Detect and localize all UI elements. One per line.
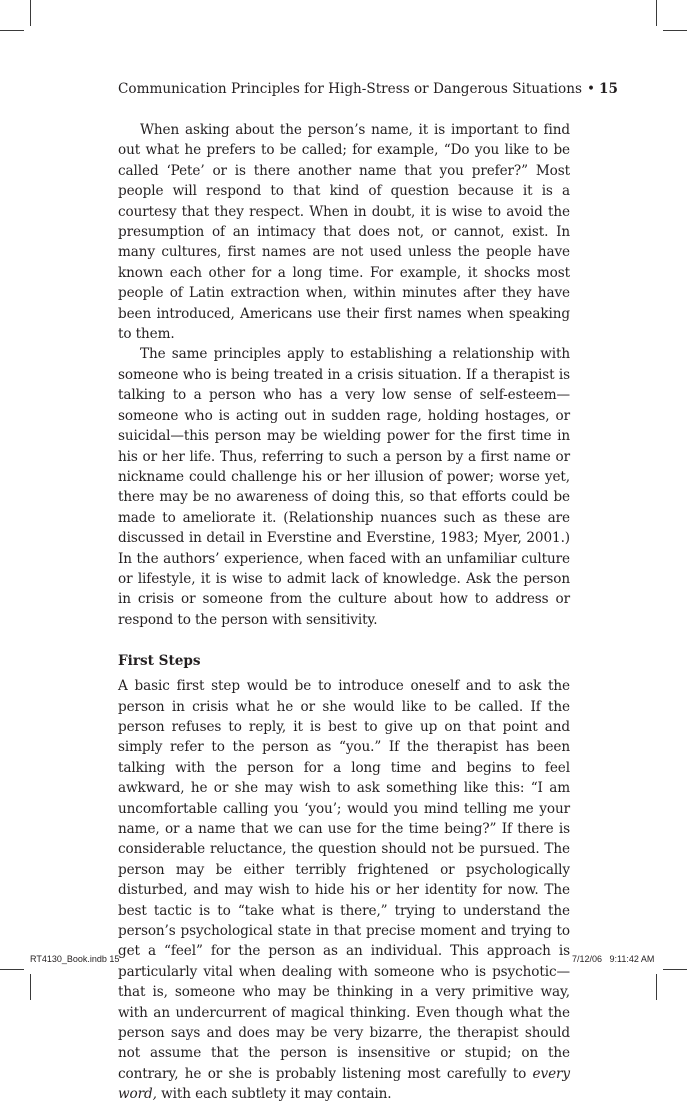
paragraph-first-steps <box>118 676 570 1105</box>
emphasis-every-word: every word, <box>118 1065 570 1103</box>
crop-mark-bottom-left <box>30 974 31 1000</box>
running-head-separator: • <box>586 81 595 97</box>
crop-mark-left-top <box>0 30 24 31</box>
paragraph-first-steps-end: with each subtlety it may contain. <box>161 1086 392 1103</box>
section-heading-first-steps: First Steps <box>118 653 201 670</box>
running-head-title: Communication Principles for High-Stress or Dangerous Situations <box>118 81 582 97</box>
crop-mark-right-top <box>663 30 687 31</box>
crop-mark-right-bottom <box>663 969 687 970</box>
footer-timestamp: 7/12/06 9:11:42 AM <box>572 954 655 964</box>
crop-mark-bottom-right <box>656 974 657 1000</box>
crop-mark-left-bottom <box>0 969 24 970</box>
paragraph-name-preference: When asking about the person’s name, it is important to find out what he prefers to be called; for example, “Do you like to be called ‘Pete’ or is there another name that you prefer?” Most people will respond to that kind of question because it is a courtesy that they respect. When in doubt, it is wise to avoid the presumption of an intimacy that does not, or cannot, exist. In many cultures, first names are not used unless the people have known each other for a long time. For example, it shocks most people of Latin extraction when, within minutes after they have been introduced, Americans use their first names when speaking to them. <box>118 122 570 343</box>
running-head <box>118 80 618 98</box>
paragraph-crisis-relationship: The same principles apply to establishing a relationship with someone who is being treated in a crisis situation. If a therapist is talking to a person who has a very low sense of self-esteem—someone who is acting out in sudden rage, holding hostages, or suicidal—this person may be wielding power for the first time in his or her life. Thus, referring to such a person by a first name or nickname could challenge his or her illusion of power; worse yet, there may be no awareness of doing this, so that efforts could be made to ameliorate it. (Relationship nuances such as these are discussed in detail in Everstine and Everstine, 1983; Myer, 2001.) In the authors’ experience, when faced with an unfamiliar culture or lifestyle, it is wise to admit lack of knowledge. Ask the person in crisis or someone from the culture about how to address or respond to the person with sensitivity. <box>118 346 570 628</box>
footer-file-info: RT4130_Book.indb 15 <box>30 954 120 964</box>
body-text <box>118 120 570 1105</box>
page-number: 15 <box>598 81 618 97</box>
crop-mark-top-right <box>656 0 657 26</box>
paragraph-first-steps-text: A basic first step would be to introduce oneself and to ask the person in crisis what he or she would like to be called. If the person refuses to reply, it is best to give up on that point and simply refer to the person as “you.” If the therapist has been talking with the person for a long time and begins to feel awkward, he or she may wish to ask something like this: “I am uncomfortable calling you ‘you’; would you mind telling me your name, or a name that we can use for the time being?” If there is considerable reluctance, the question should not be pursued. The person may be either terribly frightened or psychologically disturbed, and may wish to hide his or her identity for now. The best tactic is to “take what is there,” trying to understand the person’s psychological state in that precise moment and trying to get a “feel” for the person as an individual. This approach is particularly vital when dealing with someone who is psychotic—that is, someone who may be thinking in a very primitive way, with an undercurrent of magical thinking. Even though what the person says and does may be very bizarre, the therapist should not assume that the person is insensitive or stupid; on the contrary, he or she is probably listening most carefully to <box>118 678 570 1082</box>
crop-mark-top-left <box>30 0 31 26</box>
